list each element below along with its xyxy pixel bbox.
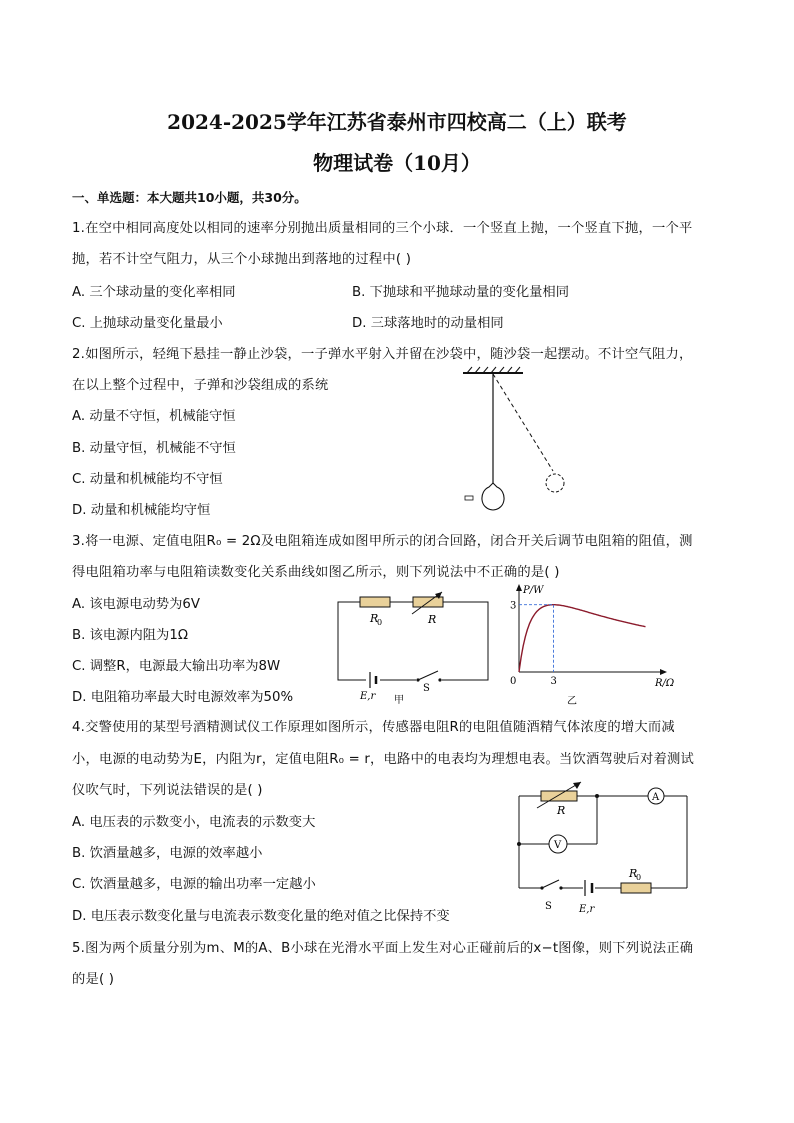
- q2-stem-line2: 在以上整个过程中，子弹和沙袋组成的系统: [72, 378, 329, 393]
- q1-option-b: B. 下抛球和平抛球动量的变化量相同: [352, 285, 570, 300]
- label-r: R: [428, 613, 437, 626]
- label-er: E,r: [360, 691, 376, 702]
- q2-option-c: C. 动量和机械能均不守恒: [72, 472, 223, 487]
- q2-option-b: B. 动量守恒，机械能不守恒: [72, 441, 236, 456]
- q4-option-a: A. 电压表的示数变小，电流表的示数变大: [72, 815, 316, 830]
- label-r0-sub: 0: [636, 873, 642, 882]
- q3-option-d: D. 电阻箱功率最大时电源效率为50%: [72, 690, 294, 705]
- resistor-r0: [621, 883, 651, 893]
- q1-option-c: C. 上抛球动量变化量最小: [72, 316, 223, 331]
- switch-s: [542, 880, 559, 888]
- q5-stem-line1: 5.图为两个质量分别为m、M的A、B小球在光滑水平面上发生对心正碰前后的x−t图像，则下列说法正确: [72, 941, 694, 956]
- paper-title: 2024-2025学年江苏省泰州市四校高二（上）联考: [167, 110, 627, 134]
- label-r0-sub: 0: [377, 618, 383, 627]
- resistor-r0: [360, 597, 390, 607]
- label-s: S: [545, 901, 552, 912]
- q2-option-d: D. 动量和机械能均守恒: [72, 503, 211, 518]
- q1-stem-line2: 抛，若不计空气阻力，从三个小球抛出到落地的过程中( ): [72, 252, 412, 267]
- q3-option-a: A. 该电源电动势为6V: [72, 597, 200, 612]
- q4-option-b: B. 饮酒量越多，电源的效率越小: [72, 846, 263, 861]
- voltmeter-label: V: [554, 840, 562, 851]
- label-r0: R: [629, 867, 638, 880]
- q4-stem-line1: 4.交警使用的某型号酒精测试仪工作原理如图所示，传感器电阻R的电阻值随酒精气体浓度的增大而减: [72, 720, 675, 735]
- x-tick-label: 3: [550, 676, 557, 687]
- q1-stem-line1: 1.在空中相同高度处以相同的速率分别抛出质量相同的三个小球．一个竖直上抛，一个竖直下抛，一个平: [72, 221, 693, 236]
- y-tick-label: 3: [510, 600, 517, 612]
- q3-stem-line2: 得电阻箱功率与电阻箱读数变化关系曲线如图乙所示，则下列说法中不正确的是( ): [72, 565, 560, 580]
- origin-label: 0: [510, 676, 517, 687]
- q1-option-a: A. 三个球动量的变化率相同: [72, 285, 236, 300]
- q2-stem-line1: 2.如图所示，轻绳下悬挂一静止沙袋，一子弹水平射入并留在沙袋中，随沙袋一起摆动。不计空气阻力，: [72, 347, 693, 362]
- q1-option-d: D. 三球落地时的动量相同: [352, 316, 504, 331]
- caption-yi: 乙: [567, 696, 577, 707]
- q4-stem-line3: 仪吹气时，下列说法错误的是( ): [72, 783, 263, 798]
- y-axis-label: P/W: [523, 585, 544, 596]
- q3-option-c: C. 调整R，电源最大输出功率为8W: [72, 659, 281, 674]
- label-er: E,r: [579, 904, 595, 915]
- ammeter-label: A: [652, 792, 660, 803]
- label-r0: R: [370, 612, 379, 625]
- paper-subtitle: 物理试卷（10月）: [313, 151, 481, 175]
- power-curve-figure-yi: [505, 580, 685, 710]
- q4-option-d: D. 电压表示数变化量与电流表示数变化量的绝对值之比保持不变: [72, 909, 450, 924]
- x-axis-label: R/Ω: [655, 678, 675, 689]
- sensor-resistor-r: [541, 791, 577, 801]
- power-curve-line: [519, 605, 646, 672]
- label-r: R: [557, 804, 566, 817]
- q4-stem-line2: 小，电源的电动势为E，内阻为r，定值电阻R₀ = r，电路中的电表均为理想电表。当饮酒驾驶后对着测试: [72, 752, 694, 767]
- q3-stem-line1: 3.将一电源、定值电阻R₀ = 2Ω及电阻箱连成如图甲所示的闭合回路，闭合开关后调节电阻箱的阻值，测: [72, 534, 693, 549]
- circuit-figure-jia: [330, 590, 500, 705]
- section-heading: 一、单选题：本大题共10小题，共30分。: [72, 190, 307, 205]
- q5-stem-line2: 的是( ): [72, 972, 115, 987]
- q3-option-b: B. 该电源内阻为1Ω: [72, 628, 188, 643]
- label-s: S: [423, 683, 430, 694]
- sandbag-pendulum-figure: [455, 365, 575, 515]
- alcohol-tester-circuit-figure: [505, 780, 705, 920]
- caption-jia: 甲: [394, 695, 404, 705]
- q2-option-a: A. 动量不守恒，机械能守恒: [72, 409, 236, 424]
- q4-option-c: C. 饮酒量越多，电源的输出功率一定越小: [72, 877, 316, 892]
